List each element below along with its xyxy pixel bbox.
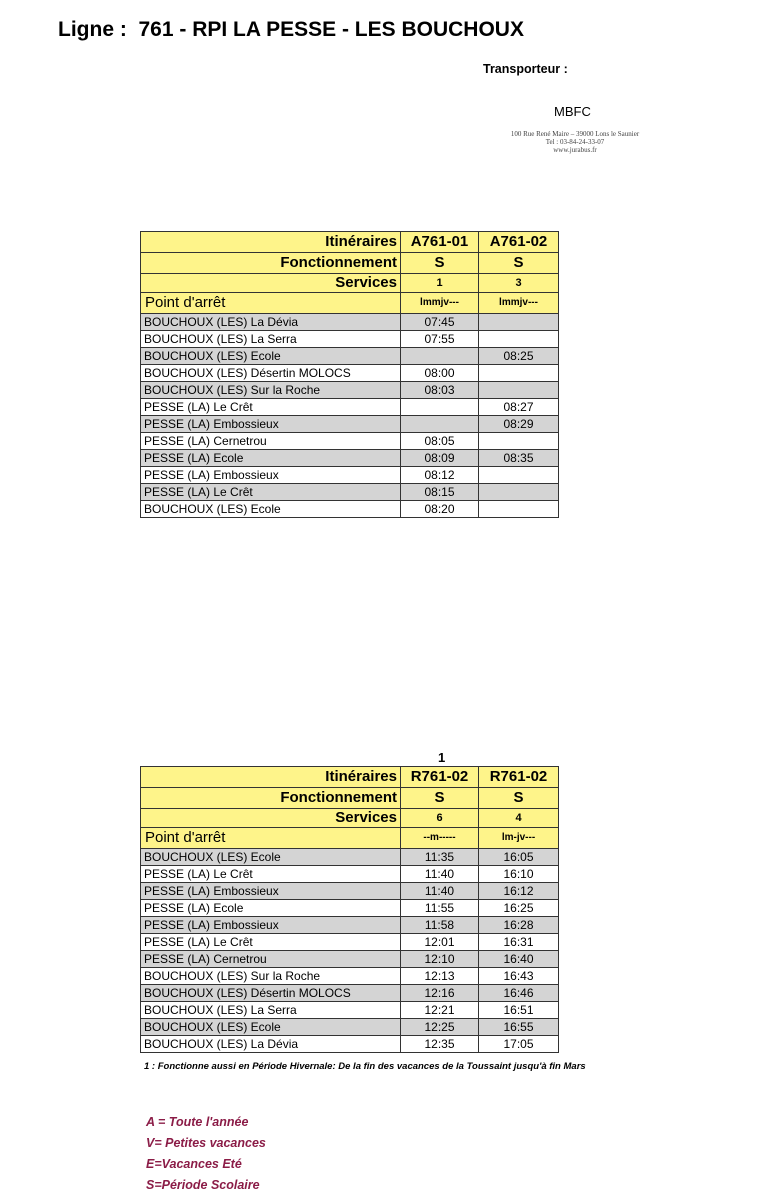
legend-item: V= Petites vacances — [146, 1136, 266, 1150]
operation-cell: S — [401, 253, 479, 274]
service-label: Services — [141, 274, 401, 293]
table-row — [141, 883, 559, 900]
time-cell: 08:05 — [401, 433, 479, 450]
stop-name: BOUCHOUX (LES) La Serra — [141, 331, 401, 348]
stop-name: PESSE (LA) Ecole — [141, 900, 401, 917]
stop-name: PESSE (LA) Ecole — [141, 450, 401, 467]
table-row — [141, 1036, 559, 1053]
time-cell — [479, 331, 559, 348]
time-cell: 11:55 — [401, 900, 479, 917]
table-row — [141, 968, 559, 985]
time-cell: 08:09 — [401, 450, 479, 467]
table-row — [141, 416, 559, 433]
table-row — [141, 866, 559, 883]
service-cell: 4 — [479, 809, 559, 828]
time-cell: 08:25 — [479, 348, 559, 365]
time-cell: 16:25 — [479, 900, 559, 917]
time-cell: 16:31 — [479, 934, 559, 951]
stop-name: BOUCHOUX (LES) Désertin MOLOCS — [141, 365, 401, 382]
service-label: Services — [141, 809, 401, 828]
table-row — [141, 382, 559, 399]
carrier-phone: Tel : 03-84-24-33-07 — [545, 138, 605, 146]
time-cell: 12:10 — [401, 951, 479, 968]
time-cell — [401, 348, 479, 365]
time-cell: 16:55 — [479, 1019, 559, 1036]
header-row — [141, 767, 559, 788]
service-cell: 3 — [479, 274, 559, 293]
table-row — [141, 484, 559, 501]
stop-name: BOUCHOUX (LES) La Dévia — [141, 314, 401, 331]
stop-name: PESSE (LA) Embossieux — [141, 883, 401, 900]
time-cell: 08:35 — [479, 450, 559, 467]
itinerary-label: Itinéraires — [141, 767, 401, 788]
stop-name: PESSE (LA) Cernetrou — [141, 951, 401, 968]
time-cell — [401, 416, 479, 433]
time-cell: 07:55 — [401, 331, 479, 348]
time-cell — [479, 433, 559, 450]
time-cell: 08:20 — [401, 501, 479, 518]
table-row — [141, 501, 559, 518]
carrier-website: www.jurabus.fr — [553, 146, 597, 154]
stop-name: PESSE (LA) Embossieux — [141, 416, 401, 433]
stop-name: PESSE (LA) Embossieux — [141, 917, 401, 934]
itinerary-cell: A761-01 — [401, 232, 479, 253]
header-row — [141, 232, 559, 253]
time-cell: 16:51 — [479, 1002, 559, 1019]
table-row — [141, 450, 559, 467]
table-row — [141, 934, 559, 951]
time-cell — [479, 382, 559, 399]
time-cell: 12:13 — [401, 968, 479, 985]
days-code-cell: --m----- — [401, 828, 479, 849]
time-cell: 08:00 — [401, 365, 479, 382]
carrier-name: MBFC — [554, 104, 591, 119]
timetable-return — [140, 766, 559, 1053]
table-row — [141, 1002, 559, 1019]
table-row — [141, 917, 559, 934]
time-cell: 11:40 — [401, 883, 479, 900]
table-row — [141, 348, 559, 365]
time-cell: 16:05 — [479, 849, 559, 866]
page-title: Ligne : 761 - RPI LA PESSE - LES BOUCHOUX — [58, 18, 524, 41]
service-cell: 1 — [401, 274, 479, 293]
time-cell: 12:21 — [401, 1002, 479, 1019]
itinerary-label: Itinéraires — [141, 232, 401, 253]
stop-name: BOUCHOUX (LES) La Dévia — [141, 1036, 401, 1053]
stop-name: BOUCHOUX (LES) Ecole — [141, 501, 401, 518]
footnote: 1 : Fonctionne aussi en Période Hivernale: De la fin des vacances de la Toussaint jusqu'à fin Mars — [144, 1061, 586, 1072]
time-cell: 08:03 — [401, 382, 479, 399]
header-row — [141, 828, 559, 849]
header-row — [141, 809, 559, 828]
stop-name: BOUCHOUX (LES) La Serra — [141, 1002, 401, 1019]
stop-name: BOUCHOUX (LES) Désertin MOLOCS — [141, 985, 401, 1002]
table-row — [141, 1019, 559, 1036]
stop-name: PESSE (LA) Embossieux — [141, 467, 401, 484]
header-row — [141, 253, 559, 274]
header-row — [141, 274, 559, 293]
time-cell: 12:16 — [401, 985, 479, 1002]
time-cell — [479, 467, 559, 484]
table-row — [141, 331, 559, 348]
table-row — [141, 314, 559, 331]
operation-cell: S — [479, 788, 559, 809]
time-cell: 16:40 — [479, 951, 559, 968]
carrier-address — [470, 130, 680, 154]
legend — [146, 1112, 266, 1196]
itinerary-cell: A761-02 — [479, 232, 559, 253]
days-code-cell: lmmjv--- — [401, 293, 479, 314]
time-cell: 16:43 — [479, 968, 559, 985]
operation-label: Fonctionnement — [141, 788, 401, 809]
table-row — [141, 900, 559, 917]
stop-name: BOUCHOUX (LES) Sur la Roche — [141, 968, 401, 985]
table-row — [141, 433, 559, 450]
time-cell: 16:10 — [479, 866, 559, 883]
time-cell: 08:15 — [401, 484, 479, 501]
header-row — [141, 293, 559, 314]
time-cell — [479, 365, 559, 382]
time-cell: 11:40 — [401, 866, 479, 883]
footnote-marker: 1 — [438, 750, 446, 765]
itinerary-cell: R761-02 — [479, 767, 559, 788]
stop-name: PESSE (LA) Le Crêt — [141, 866, 401, 883]
legend-item: E=Vacances Eté — [146, 1157, 242, 1171]
time-cell: 08:27 — [479, 399, 559, 416]
legend-item: S=Période Scolaire — [146, 1178, 260, 1192]
table-row — [141, 467, 559, 484]
time-cell: 08:29 — [479, 416, 559, 433]
table-row — [141, 985, 559, 1002]
time-cell: 16:12 — [479, 883, 559, 900]
stop-name: BOUCHOUX (LES) Ecole — [141, 1019, 401, 1036]
time-cell: 08:12 — [401, 467, 479, 484]
time-cell — [401, 399, 479, 416]
time-cell — [479, 484, 559, 501]
table-row — [141, 365, 559, 382]
time-cell — [479, 501, 559, 518]
table-row — [141, 849, 559, 866]
time-cell — [479, 314, 559, 331]
service-cell: 6 — [401, 809, 479, 828]
days-code-cell: lm-jv--- — [479, 828, 559, 849]
time-cell: 11:58 — [401, 917, 479, 934]
stop-name: PESSE (LA) Le Crêt — [141, 399, 401, 416]
time-cell: 12:01 — [401, 934, 479, 951]
stop-name: PESSE (LA) Le Crêt — [141, 934, 401, 951]
carrier-address-line: 100 Rue René Maire – 39000 Lons le Saunier — [510, 130, 640, 138]
stop-name: PESSE (LA) Le Crêt — [141, 484, 401, 501]
stop-column-header: Point d'arrêt — [141, 293, 401, 314]
time-cell: 12:25 — [401, 1019, 479, 1036]
stop-column-header: Point d'arrêt — [141, 828, 401, 849]
header-row — [141, 788, 559, 809]
days-code-cell: lmmjv--- — [479, 293, 559, 314]
time-cell: 12:35 — [401, 1036, 479, 1053]
carrier-label: Transporteur : — [483, 62, 568, 76]
legend-item: A = Toute l'année — [146, 1115, 249, 1129]
time-cell: 07:45 — [401, 314, 479, 331]
stop-name: BOUCHOUX (LES) Ecole — [141, 849, 401, 866]
time-cell: 17:05 — [479, 1036, 559, 1053]
operation-cell: S — [401, 788, 479, 809]
timetable-outbound — [140, 231, 559, 518]
stop-name: BOUCHOUX (LES) Sur la Roche — [141, 382, 401, 399]
table-row — [141, 399, 559, 416]
time-cell: 16:28 — [479, 917, 559, 934]
operation-label: Fonctionnement — [141, 253, 401, 274]
table-row — [141, 951, 559, 968]
stop-name: PESSE (LA) Cernetrou — [141, 433, 401, 450]
operation-cell: S — [479, 253, 559, 274]
itinerary-cell: R761-02 — [401, 767, 479, 788]
time-cell: 11:35 — [401, 849, 479, 866]
stop-name: BOUCHOUX (LES) Ecole — [141, 348, 401, 365]
time-cell: 16:46 — [479, 985, 559, 1002]
